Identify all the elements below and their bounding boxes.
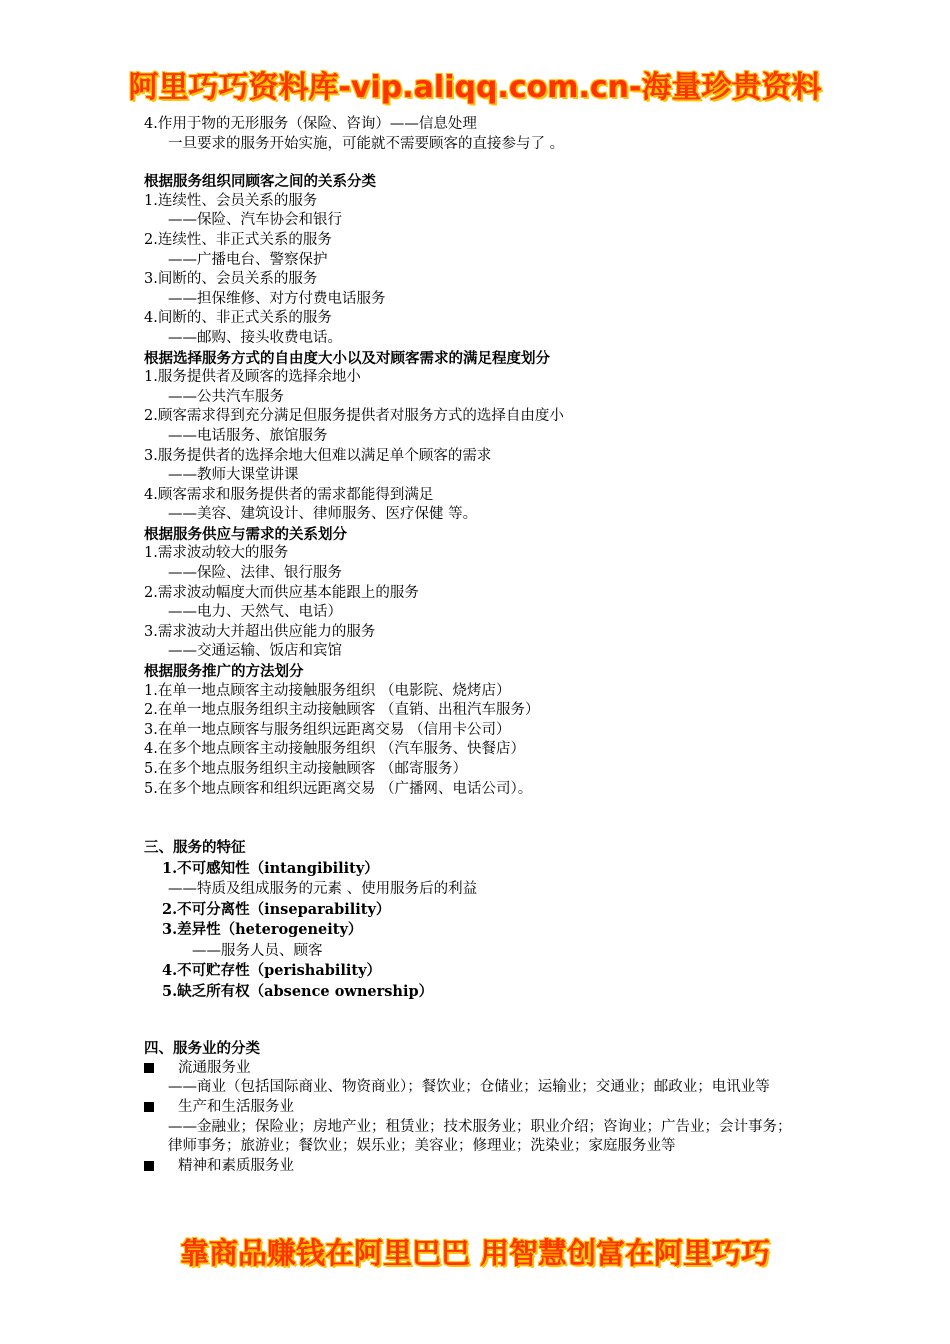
list-item: 2.在单一地点服务组织主动接触顾客 （直销、出租汽车服务） <box>144 702 540 719</box>
list-note: ——担保维修、对方付费电话服务 <box>168 290 386 307</box>
bullet-desc: ——金融业；保险业；房地产业；租赁业；技术服务业；职业介绍；咨询业；广告业；会计事务；律师事务；旅游业；餐饮业；娱乐业；美容业；修理业；洗染业；家庭服务业等 <box>168 1118 792 1155</box>
list-item: 3.需求波动大并超出供应能力的服务 <box>144 623 376 640</box>
square-bullet-icon <box>144 1161 154 1171</box>
section-heading: 四、服务业的分类 <box>144 1040 260 1058</box>
header-banner: 阿里巧巧资料库-vip.aliqq.com.cn-海量珍贵资料 <box>128 70 822 105</box>
bullet-title: 流通服务业 <box>178 1059 251 1076</box>
feature-note: ——服务人员、顾客 <box>192 942 323 959</box>
intro-line: 4.作用于物的无形服务（保险、咨询）——信息处理 <box>144 116 477 132</box>
square-bullet-icon <box>144 1063 154 1073</box>
list-item: 1.需求波动较大的服务 <box>144 545 289 562</box>
intro-line: 一旦要求的服务开始实施，可能就不需要顾客的直接参与了 。 <box>168 135 565 152</box>
bullet-title: 生产和生活服务业 <box>178 1098 294 1115</box>
list-item: 4.在多个地点顾客主动接触服务组织 （汽车服务、快餐店） <box>144 741 525 758</box>
list-item: 5.在多个地点服务组织主动接触顾客 （邮寄服务） <box>144 761 467 777</box>
list-item: 4.间断的、非正式关系的服务 <box>144 310 332 327</box>
list-note: ——保险、汽车协会和银行 <box>168 212 342 229</box>
list-note: ——公共汽车服务 <box>168 388 284 405</box>
list-note: ——电力、天然气、电话） <box>168 604 342 621</box>
feature-title: 2.不可分离性（inseparability） <box>162 900 391 918</box>
list-item: 3.间断的、会员关系的服务 <box>144 271 318 288</box>
section-heading: 根据选择服务方式的自由度大小以及对顾客需求的满足程度划分 <box>144 349 550 367</box>
list-item: 1.连续性、会员关系的服务 <box>144 192 318 209</box>
bullet-item <box>144 1157 804 1177</box>
list-note: ——电话服务、旅馆服务 <box>168 427 328 444</box>
document-body <box>144 115 804 1176</box>
bullet-item <box>144 1059 804 1079</box>
list-item: 4.顾客需求和服务提供者的需求都能得到满足 <box>144 486 434 503</box>
feature-note: ——特质及组成服务的元素 、使用服务后的利益 <box>168 881 478 898</box>
section-heading: 根据服务供应与需求的关系划分 <box>144 525 347 543</box>
list-item: 2.需求波动幅度大而供应基本能跟上的服务 <box>144 584 419 601</box>
list-note: ——广播电台、警察保护 <box>168 251 328 268</box>
list-item: 2.顾客需求得到充分满足但服务提供者对服务方式的选择自由度小 <box>144 408 564 425</box>
bullet-desc: ——商业（包括国际商业、物资商业）；餐饮业；仓储业；运输业；交通业；邮政业；电讯业等 <box>168 1079 770 1096</box>
list-item: 3.在单一地点顾客与服务组织远距离交易 （信用卡公司） <box>144 721 511 738</box>
list-note: ——保险、法律、银行服务 <box>168 565 342 582</box>
feature-title: 5.缺乏所有权（absence ownership） <box>162 982 434 1000</box>
list-note: ——教师大课堂讲课 <box>168 467 299 484</box>
feature-title: 3.差异性（heterogeneity） <box>162 921 363 939</box>
bullet-item <box>144 1098 804 1118</box>
footer-banner: 靠商品赚钱在阿里巴巴 用智慧创富在阿里巧巧 <box>179 1236 771 1270</box>
list-item: 5.在多个地点顾客和组织远距离交易 （广播网、电话公司）。 <box>144 780 533 797</box>
list-note: ——交通运输、饭店和宾馆 <box>168 643 342 660</box>
list-item: 3.服务提供者的选择余地大但难以满足单个顾客的需求 <box>144 447 492 464</box>
section-heading: 根据服务推广的方法划分 <box>144 663 304 681</box>
feature-title: 1.不可感知性（intangibility） <box>162 859 379 877</box>
list-note: ——邮购、接头收费电话。 <box>168 329 342 346</box>
section-heading: 根据服务组织同顾客之间的关系分类 <box>144 173 376 191</box>
bullet-title: 精神和素质服务业 <box>178 1157 294 1174</box>
section-heading: 三、服务的特征 <box>144 839 246 857</box>
list-item: 2.连续性、非正式关系的服务 <box>144 231 332 248</box>
square-bullet-icon <box>144 1102 154 1112</box>
list-note: ——美容、建筑设计、律师服务、医疗保健 等。 <box>168 506 478 523</box>
list-item: 1.服务提供者及顾客的选择余地小 <box>144 369 361 386</box>
feature-title: 4.不可贮存性（perishability） <box>162 962 382 980</box>
list-item: 1.在单一地点顾客主动接触服务组织 （电影院、烧烤店） <box>144 682 511 699</box>
